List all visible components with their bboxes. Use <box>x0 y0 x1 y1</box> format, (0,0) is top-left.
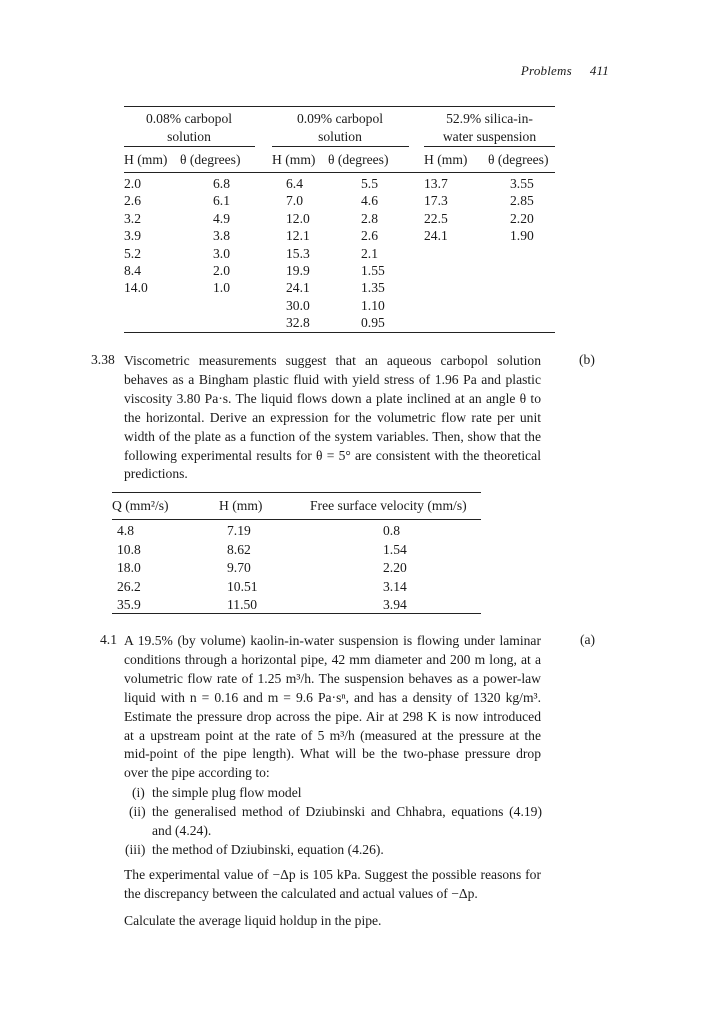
problem-number: 4.1 <box>100 632 117 647</box>
table1-col-h: 2.0 2.6 3.2 3.9 5.2 8.4 14.0 <box>124 176 148 296</box>
list-text: the method of Dziubinski, equation (4.26). <box>152 842 384 857</box>
group-underline <box>272 146 409 147</box>
page-number: 411 <box>589 63 609 78</box>
column-header-h: H (mm) <box>424 152 468 167</box>
table1-col-h: 6.4 7.0 12.0 12.1 15.3 19.9 24.1 30.0 32.8 <box>286 176 310 331</box>
difficulty-tag: (a) <box>580 632 596 647</box>
table1-col-theta: 5.5 4.6 2.8 2.6 2.1 1.55 1.35 1.10 0.95 <box>361 176 385 331</box>
table1-group-title <box>272 110 408 146</box>
column-header-q: Q (mm²/s) <box>112 498 169 513</box>
column-header-theta: θ (degrees) <box>488 152 549 167</box>
table2-col-q: 4.8 10.8 18.0 26.2 35.9 <box>117 523 141 613</box>
table2-bottom-rule <box>112 613 481 614</box>
table1-group-title <box>424 110 555 146</box>
list-label: (ii) <box>129 804 146 819</box>
column-header-velocity: Free surface velocity (mm/s) <box>310 498 467 513</box>
table2-header-rule <box>112 519 481 520</box>
list-text <box>152 803 542 841</box>
table2-col-velocity: 0.8 1.54 2.20 3.14 3.94 <box>383 523 407 613</box>
list-text-body: the generalised method of Dziubinski and Chhabra, equations (4.19) and (4.24). <box>152 804 542 838</box>
table1-top-rule <box>124 106 555 107</box>
problem-text-3: Calculate the average liquid holdup in the pipe. <box>124 913 382 928</box>
problem-number: 3.38 <box>91 352 115 367</box>
group-title-line2: solution <box>167 129 211 144</box>
column-header-theta: θ (degrees) <box>328 152 389 167</box>
list-text: the simple plug flow model <box>152 785 302 800</box>
table2-top-rule <box>112 492 481 493</box>
running-title: Problems <box>520 63 572 78</box>
group-title-line2: water suspension <box>442 129 537 144</box>
column-header-h: H (mm) <box>219 498 263 513</box>
column-header-h: H (mm) <box>272 152 316 167</box>
group-title-line1: 0.09% carbopol <box>296 111 384 126</box>
list-label: (i) <box>132 785 145 800</box>
table1-col-theta: 3.55 2.85 2.20 1.90 <box>510 176 534 244</box>
problem-text: Viscometric measurements suggest that an aqueous carbopol solution behaves as a Bingham plastic fluid with yield stress of 1.96 Pa and plastic viscosity 3.80 Pa·s. The liquid flows down a plate inclined at an angle θ to the horizontal. Derive an expression for the volumetric flow rate per unit width of the plate as a function of the system variables. Then, show that the following experimental results for θ = 5° are consistent with the theoretical predictions. <box>124 353 541 482</box>
column-header-h: H (mm) <box>124 152 168 167</box>
running-header <box>521 63 609 79</box>
group-underline <box>124 146 255 147</box>
problem-text: A 19.5% (by volume) kaolin-in-water suspension is flowing under laminar conditions through a horizontal pipe, 42 mm diameter and 200 m long, at a volumetric flow rate of 1.25 m³/h. The suspension behaves as a power-law liquid with n = 0.16 and m = 9.6 Pa·sⁿ, and has a density of 1320 kg/m³. Estimate the pressure drop across the pipe. Air at 298 K is now introduced at a upstream point at the rate of 5 m³/h (measured at the pressure at the mid-point of the pipe length). What will be the two-phase pressure drop over the pipe according to: <box>124 633 541 781</box>
list-label: (iii) <box>125 842 146 857</box>
table1-bottom-rule <box>124 332 555 333</box>
table1-col-h: 13.7 17.3 22.5 24.1 <box>424 176 448 244</box>
group-title-line1: 0.08% carbopol <box>145 111 233 126</box>
table2-col-h: 7.19 8.62 9.70 10.51 11.50 <box>227 523 258 613</box>
group-title-line2: solution <box>318 129 362 144</box>
column-header-theta: θ (degrees) <box>180 152 241 167</box>
table1-header-rule <box>124 172 555 173</box>
problem-text-2: The experimental value of −Δp is 105 kPa. Suggest the possible reasons for the discrepancy between the calculated and actual values of −Δp. <box>124 867 541 901</box>
group-title-line1: 52.9% silica-in- <box>446 111 533 126</box>
table1-col-theta: 6.8 6.1 4.9 3.8 3.0 2.0 1.0 <box>213 176 230 296</box>
group-underline <box>424 146 555 147</box>
difficulty-tag: (b) <box>579 352 595 367</box>
table1-group-title <box>124 110 254 146</box>
